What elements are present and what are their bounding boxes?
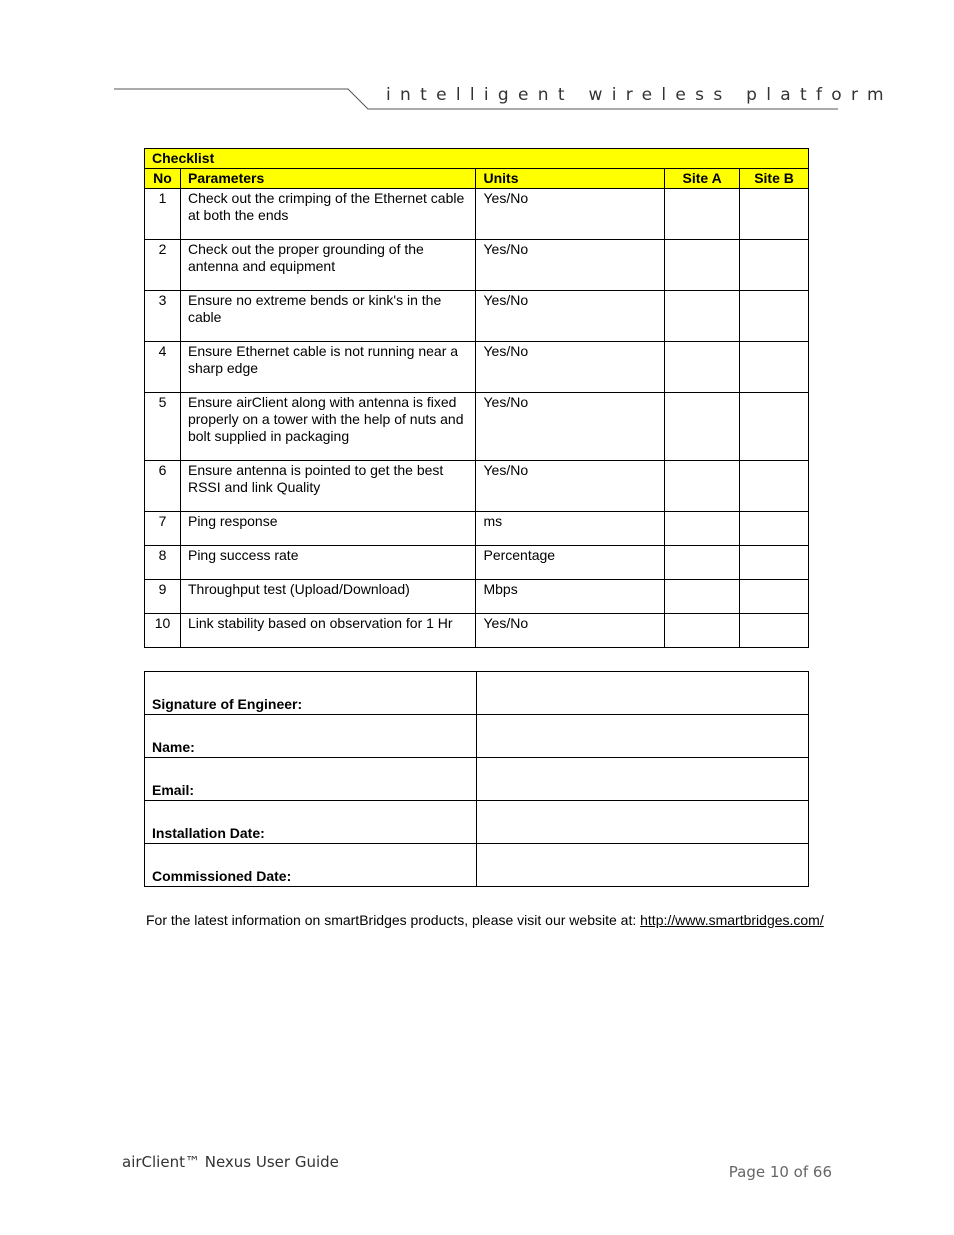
row-parameter: Ping response: [180, 512, 476, 546]
table-row: [145, 291, 809, 342]
row-unit: Yes/No: [476, 240, 665, 291]
table-row: [145, 614, 809, 648]
site-a-cell[interactable]: [665, 342, 740, 393]
site-b-cell[interactable]: [740, 614, 809, 648]
row-unit: Yes/No: [476, 393, 665, 461]
email-field[interactable]: [477, 758, 809, 801]
commissioned-date-label: Commissioned Date:: [145, 844, 477, 887]
table-row: [145, 189, 809, 240]
site-a-cell[interactable]: [665, 546, 740, 580]
site-a-cell[interactable]: [665, 580, 740, 614]
row-parameter: Ensure airClient along with antenna is fixed properly on a tower with the help of nuts and bolt supplied in packaging: [180, 393, 476, 461]
checklist-title: Checklist: [145, 149, 809, 169]
row-parameter: Check out the crimping of the Ethernet cable at both the ends: [180, 189, 476, 240]
page-number: Page 10 of 66: [728, 1163, 832, 1181]
col-header-site-a: Site A: [665, 169, 740, 189]
site-a-cell[interactable]: [665, 461, 740, 512]
row-no: 5: [145, 393, 181, 461]
row-parameter: Throughput test (Upload/Download): [180, 580, 476, 614]
site-b-cell[interactable]: [740, 546, 809, 580]
row-unit: ms: [476, 512, 665, 546]
site-b-cell[interactable]: [740, 240, 809, 291]
site-b-cell[interactable]: [740, 393, 809, 461]
row-no: 9: [145, 580, 181, 614]
table-row: [145, 512, 809, 546]
checklist-table: [144, 148, 809, 648]
installation-date-label: Installation Date:: [145, 801, 477, 844]
site-a-cell[interactable]: [665, 189, 740, 240]
row-parameter: Check out the proper grounding of the antenna and equipment: [180, 240, 476, 291]
row-no: 4: [145, 342, 181, 393]
name-field[interactable]: [477, 715, 809, 758]
name-label: Name:: [145, 715, 477, 758]
table-row: [145, 342, 809, 393]
table-row: [145, 461, 809, 512]
site-a-cell[interactable]: [665, 512, 740, 546]
site-b-cell[interactable]: [740, 189, 809, 240]
footer-title: airClient™ Nexus User Guide: [122, 1153, 339, 1171]
row-no: 1: [145, 189, 181, 240]
signature-field[interactable]: [477, 672, 809, 715]
table-row: [145, 580, 809, 614]
signoff-table: [144, 671, 809, 887]
header-tagline: intelligent wireless platform: [386, 85, 893, 105]
website-link[interactable]: http://www.smartbridges.com/: [640, 912, 824, 928]
row-parameter: Ensure antenna is pointed to get the best RSSI and link Quality: [180, 461, 476, 512]
site-a-cell[interactable]: [665, 614, 740, 648]
col-header-units: Units: [476, 169, 665, 189]
site-a-cell[interactable]: [665, 240, 740, 291]
col-header-no: No: [145, 169, 181, 189]
row-parameter: Ping success rate: [180, 546, 476, 580]
site-b-cell[interactable]: [740, 512, 809, 546]
row-unit: Percentage: [476, 546, 665, 580]
row-unit: Yes/No: [476, 291, 665, 342]
info-text: For the latest information on smartBridges products, please visit our website at:: [146, 912, 641, 928]
site-b-cell[interactable]: [740, 291, 809, 342]
site-b-cell[interactable]: [740, 342, 809, 393]
row-unit: Mbps: [476, 580, 665, 614]
site-a-cell[interactable]: [665, 393, 740, 461]
table-row: [145, 240, 809, 291]
row-no: 10: [145, 614, 181, 648]
table-row: [145, 393, 809, 461]
row-parameter: Ensure no extreme bends or kink's in the cable: [180, 291, 476, 342]
row-unit: Yes/No: [476, 189, 665, 240]
email-label: Email:: [145, 758, 477, 801]
site-b-cell[interactable]: [740, 580, 809, 614]
row-no: 6: [145, 461, 181, 512]
commissioned-date-field[interactable]: [477, 844, 809, 887]
col-header-site-b: Site B: [740, 169, 809, 189]
table-row: [145, 546, 809, 580]
row-no: 7: [145, 512, 181, 546]
row-no: 2: [145, 240, 181, 291]
row-unit: Yes/No: [476, 342, 665, 393]
row-no: 3: [145, 291, 181, 342]
row-parameter: Ensure Ethernet cable is not running near a sharp edge: [180, 342, 476, 393]
col-header-parameters: Parameters: [180, 169, 476, 189]
row-unit: Yes/No: [476, 614, 665, 648]
row-parameter: Link stability based on observation for 1 Hr: [180, 614, 476, 648]
installation-date-field[interactable]: [477, 801, 809, 844]
row-no: 8: [145, 546, 181, 580]
site-a-cell[interactable]: [665, 291, 740, 342]
signature-label: Signature of Engineer:: [145, 672, 477, 715]
info-paragraph: [146, 912, 832, 929]
row-unit: Yes/No: [476, 461, 665, 512]
site-b-cell[interactable]: [740, 461, 809, 512]
